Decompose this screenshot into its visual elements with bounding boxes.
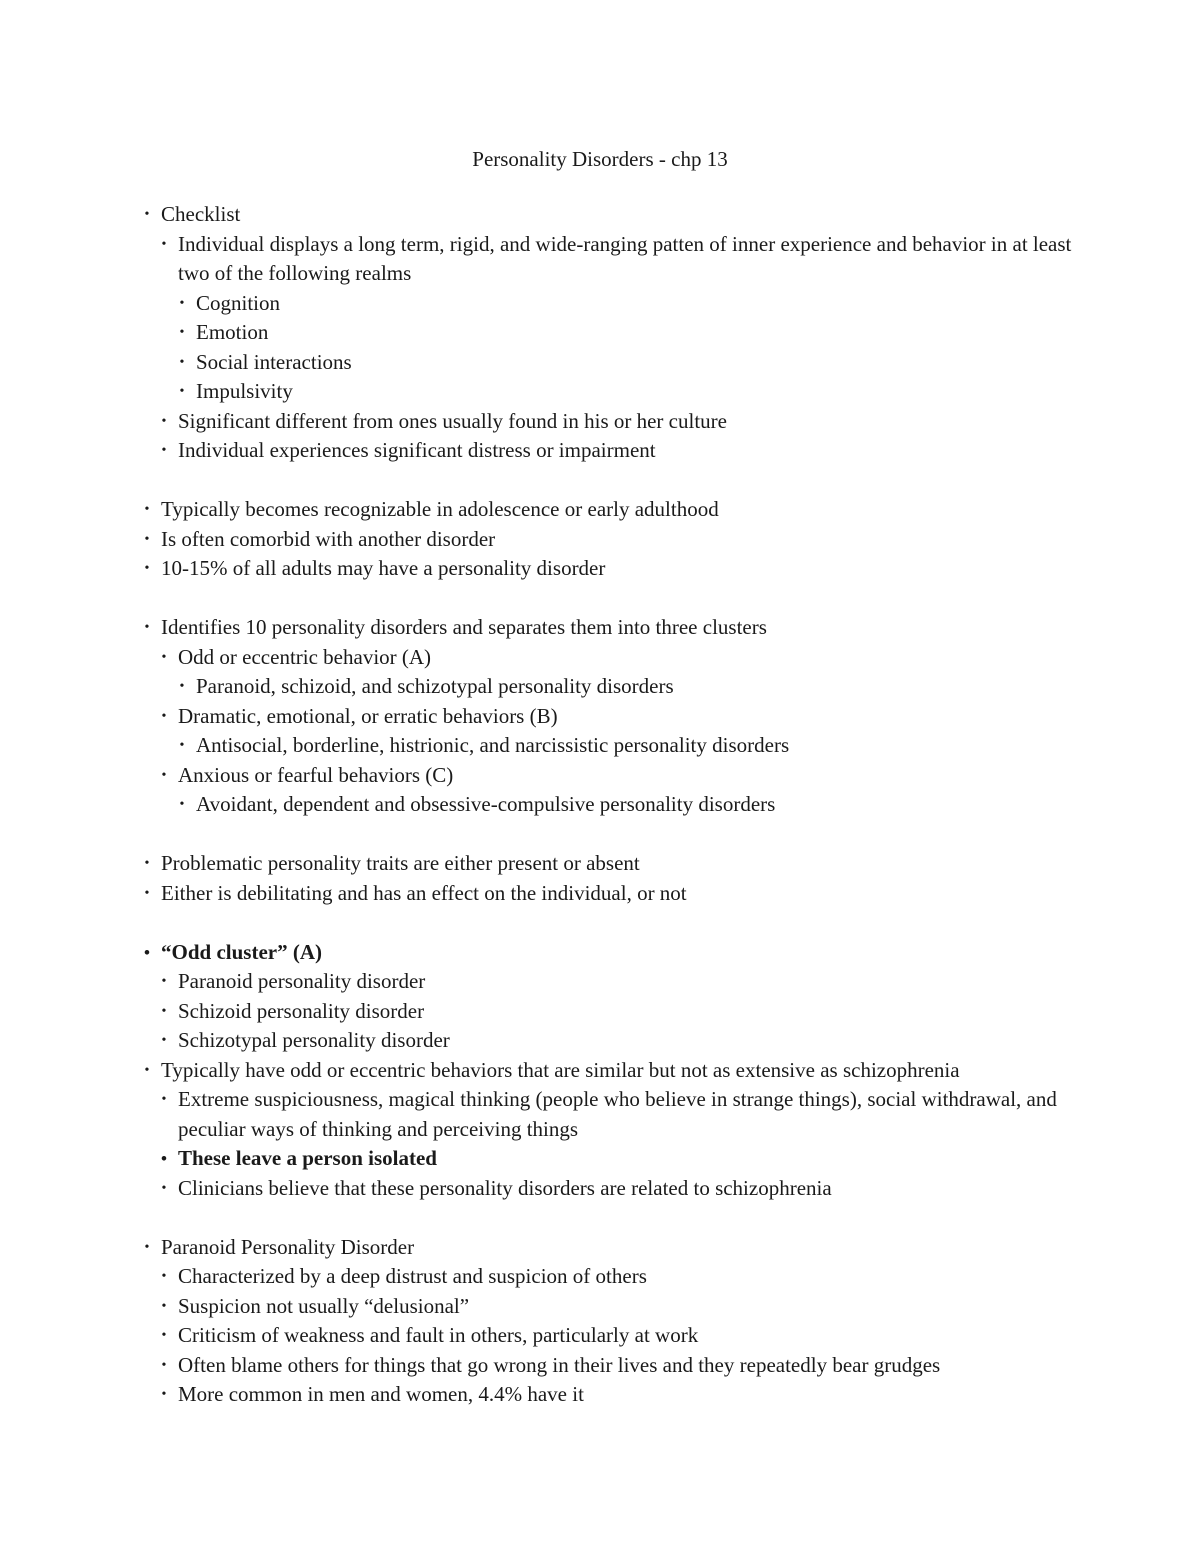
list-item	[140, 289, 1080, 319]
list-item-text: 10-15% of all adults may have a personality disorder	[161, 556, 606, 580]
list-item	[140, 702, 1080, 732]
list-item	[140, 849, 1080, 879]
bullet-icon: •	[161, 1180, 167, 1196]
list-item-text: Either is debilitating and has an effect on the individual, or not	[161, 880, 687, 905]
list-item-text: Problematic personality traits are either present or absent	[161, 851, 640, 875]
list-item	[140, 790, 1080, 820]
bullet-icon: •	[179, 354, 185, 370]
list-item	[140, 613, 1080, 643]
list-item	[140, 1380, 1080, 1410]
list-item	[140, 1026, 1080, 1056]
list-item	[140, 436, 1080, 466]
list-item-text: Checklist	[161, 202, 241, 226]
list-item-text: Typically have odd or eccentric behaviors that are similar but not as extensive as schizophrenia	[161, 1057, 960, 1082]
bullet-icon: •	[179, 384, 185, 399]
bullet-icon: •	[144, 561, 150, 576]
list-item	[140, 407, 1080, 437]
list-item-text: Typically becomes recognizable in adolescence or early adulthood	[161, 497, 719, 521]
list-item-text: Is often comorbid with another disorder	[161, 526, 496, 551]
bullet-icon: •	[161, 708, 167, 724]
list-item	[140, 1233, 1080, 1263]
bullet-icon: •	[144, 620, 150, 635]
list-item-text: Paranoid personality disorder	[178, 969, 426, 993]
bullet-icon: •	[179, 797, 185, 812]
list-item-text: Impulsivity	[196, 379, 293, 403]
bullet-icon: •	[161, 1149, 167, 1168]
list-item	[140, 761, 1080, 791]
list-item-text: Often blame others for things that go wrong in their lives and they repeatedly bear grudges	[178, 1352, 941, 1377]
bullet-icon: •	[161, 767, 167, 783]
bullet-icon: •	[161, 1387, 167, 1402]
bullet-icon: •	[161, 1003, 167, 1019]
spacer	[140, 584, 1080, 614]
list-item	[140, 1174, 1080, 1204]
bullet-icon: •	[161, 1269, 167, 1284]
list-item	[140, 1262, 1080, 1292]
bullet-icon: •	[144, 531, 150, 547]
bullet-icon: •	[144, 885, 150, 901]
list-item-text: Individual displays a long term, rigid, and wide-ranging patten of inner experience and behavior in at least two of the following realms	[178, 231, 1072, 285]
list-item	[140, 731, 1080, 761]
bullet-icon: •	[144, 502, 150, 517]
list-item	[140, 1056, 1080, 1086]
list-item-text: Paranoid Personality Disorder	[161, 1234, 415, 1259]
bullet-icon: •	[179, 295, 185, 311]
list-item	[140, 230, 1080, 289]
bullet-icon: •	[144, 1062, 150, 1078]
list-item	[140, 1292, 1080, 1322]
bullet-icon: •	[161, 1357, 167, 1373]
list-item	[140, 377, 1080, 407]
bullet-icon: •	[179, 679, 185, 694]
list-item	[140, 348, 1080, 378]
bullet-icon: •	[161, 1092, 167, 1107]
list-item-text: Suspicion not usually “delusional”	[178, 1293, 470, 1318]
list-item-text: Emotion	[196, 320, 269, 344]
list-item-text: Identifies 10 personality disorders and separates them into three clusters	[161, 615, 767, 639]
list-item	[140, 967, 1080, 997]
bullet-icon: •	[144, 856, 150, 871]
list-item-text: “Odd cluster” (A)	[161, 939, 322, 964]
list-item	[140, 997, 1080, 1027]
list-item-text: Avoidant, dependent and obsessive-compulsive personality disorders	[196, 792, 776, 816]
list-item	[140, 938, 1080, 968]
list-item	[140, 525, 1080, 555]
bullet-icon: •	[161, 1328, 167, 1343]
spacer	[140, 466, 1080, 496]
spacer	[140, 908, 1080, 938]
bullet-icon: •	[144, 207, 150, 222]
bullet-list	[140, 200, 1080, 1410]
list-item	[140, 1144, 1080, 1174]
list-item-text: Extreme suspiciousness, magical thinking (people who believe in strange things), social withdrawal, and peculiar ways of thinking and perceiving things	[178, 1087, 1057, 1141]
list-item-text: Schizotypal personality disorder	[178, 1028, 450, 1052]
list-item-text: Significant different from ones usually found in his or her culture	[178, 408, 727, 433]
bullet-icon: •	[144, 1239, 150, 1255]
list-item	[140, 318, 1080, 348]
bullet-icon: •	[161, 413, 167, 429]
spacer	[140, 820, 1080, 850]
list-item	[140, 643, 1080, 673]
bullet-icon: •	[179, 738, 185, 753]
bullet-icon: •	[144, 942, 150, 962]
bullet-icon: •	[161, 1298, 167, 1314]
list-item-text: Schizoid personality disorder	[178, 998, 425, 1023]
list-item-text: Criticism of weakness and fault in others, particularly at work	[178, 1323, 699, 1347]
list-item-text: Dramatic, emotional, or erratic behaviors (B)	[178, 703, 558, 728]
list-item-text: Clinicians believe that these personality disorders are related to schizophrenia	[178, 1175, 832, 1200]
bullet-icon: •	[161, 236, 167, 252]
list-item	[140, 554, 1080, 584]
list-item	[140, 879, 1080, 909]
bullet-icon: •	[179, 325, 185, 340]
spacer	[140, 1203, 1080, 1233]
list-item-text: More common in men and women, 4.4% have it	[178, 1382, 584, 1406]
list-item	[140, 1321, 1080, 1351]
list-item	[140, 495, 1080, 525]
bullet-icon: •	[161, 974, 167, 989]
list-item-text: Odd or eccentric behavior (A)	[178, 644, 432, 669]
list-item	[140, 1085, 1080, 1144]
page-title: Personality Disorders - chp 13	[472, 147, 728, 171]
list-item-text: These leave a person isolated	[178, 1146, 437, 1170]
bullet-icon: •	[161, 649, 167, 665]
list-item-text: Characterized by a deep distrust and suspicion of others	[178, 1264, 647, 1288]
list-item-text: Paranoid, schizoid, and schizotypal personality disorders	[196, 674, 674, 698]
list-item-text: Social interactions	[196, 349, 352, 374]
list-item-text: Cognition	[196, 290, 281, 315]
bullet-icon: •	[161, 1033, 167, 1048]
bullet-icon: •	[161, 443, 167, 458]
list-item-text: Anxious or fearful behaviors (C)	[178, 762, 454, 787]
list-item-text: Individual experiences significant distress or impairment	[178, 438, 656, 462]
list-item	[140, 1351, 1080, 1381]
list-item-text: Antisocial, borderline, histrionic, and narcissistic personality disorders	[196, 733, 790, 757]
list-item	[140, 200, 1080, 230]
list-item	[140, 672, 1080, 702]
